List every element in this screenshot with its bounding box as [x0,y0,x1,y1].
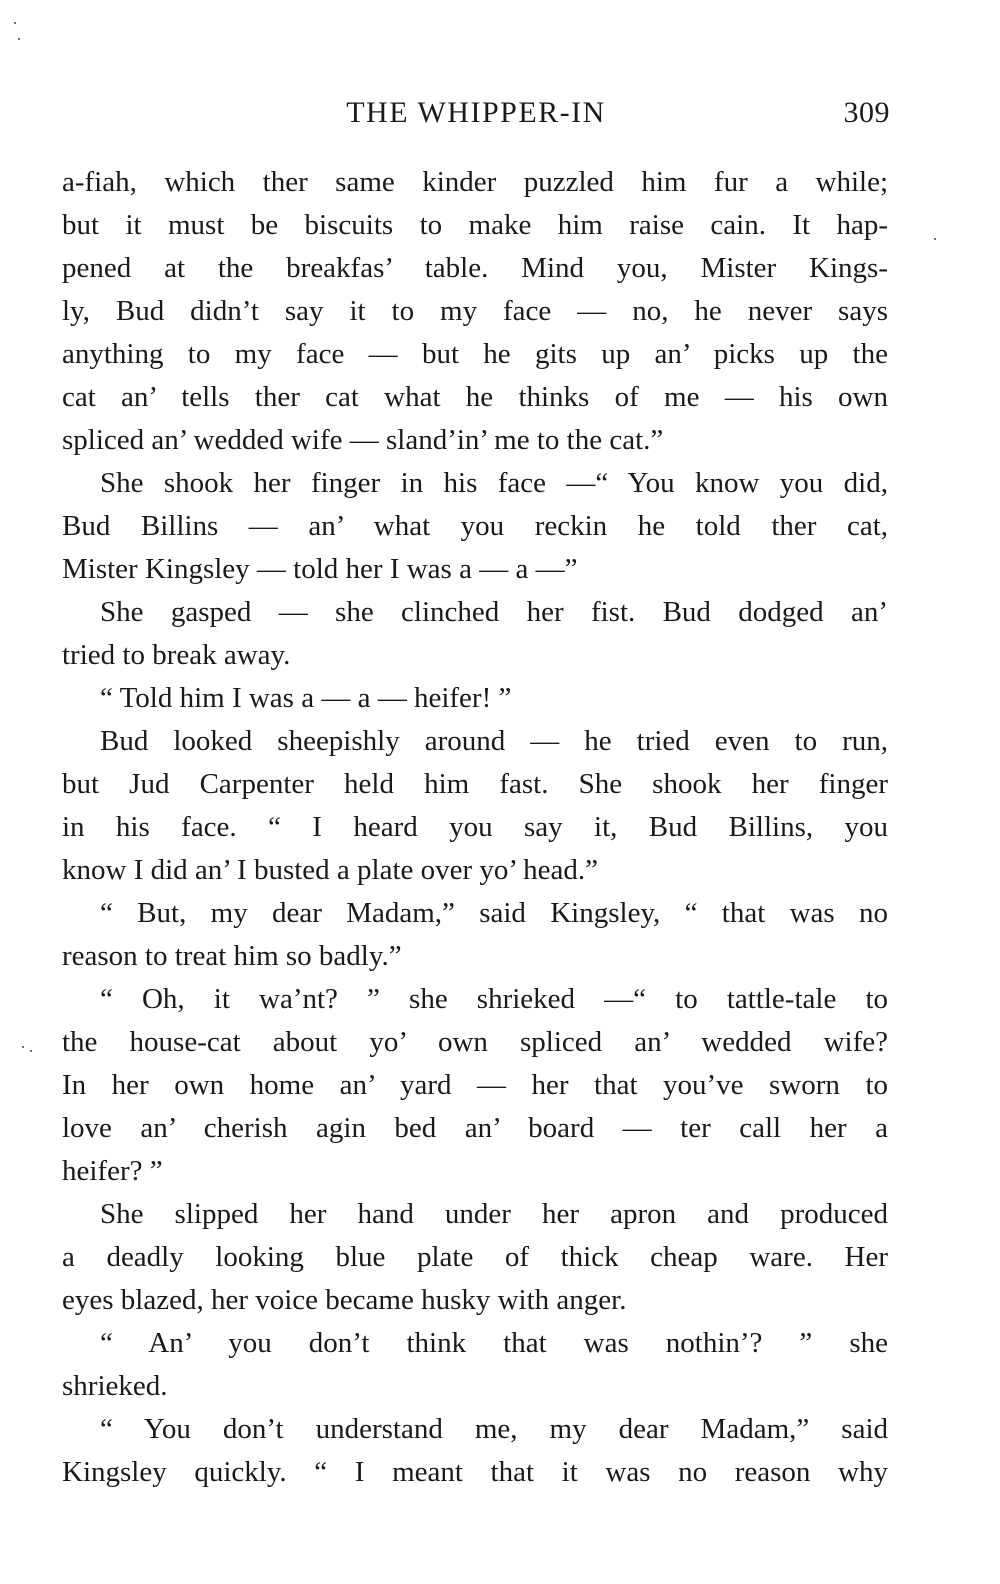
running-title: THE WHIPPER-IN [346,96,606,129]
text-line: know I did an’ I busted a plate over yo’ head.” [62,854,599,886]
text-line: Mister Kingsley — told her I was a — a —” [62,553,578,585]
text-line: in his face. “ I heard you say it, Bud Billins, you [62,811,888,843]
page-speck [22,1046,24,1048]
text-line: In her own home an’ yard — her that you’ve sworn to [62,1069,888,1101]
text-line: “ But, my dear Madam,” said Kingsley, “ that was no [100,897,888,929]
text-line: cat an’ tells ther cat what he thinks of me — his own [62,381,888,413]
text-line: Kingsley quickly. “ I meant that it was no reason why [62,1456,888,1488]
text-line: the house-cat about yo’ own spliced an’ wedded wife? [62,1026,888,1058]
text-line: shrieked. [62,1370,168,1402]
text-line: “ Oh, it wa’nt? ” she shrieked —“ to tattle-tale to [100,983,888,1015]
text-line: ly, Bud didn’t say it to my face — no, he never says [62,295,888,327]
text-line: Bud looked sheepishly around — he tried even to run, [100,725,888,757]
page-number: 309 [843,96,890,129]
running-head [62,96,890,140]
text-line: anything to my face — but he gits up an’ picks up the [62,338,888,370]
text-line: She slipped her hand under her apron and produced [100,1198,888,1230]
text-line: She gasped — she clinched her fist. Bud dodged an’ [100,596,888,628]
page-speck [30,1050,32,1052]
text-line: pened at the breakfas’ table. Mind you, Mister Kings- [62,252,888,284]
text-line: but Jud Carpenter held him fast. She shook her finger [62,768,888,800]
text-line: love an’ cherish agin bed an’ board — ter call her a [62,1112,888,1144]
text-line: “ You don’t understand me, my dear Madam,” said [100,1413,888,1445]
text-line: She shook her finger in his face —“ You know you did, [100,467,888,499]
page-speck [14,22,16,24]
text-line: heifer? ” [62,1155,163,1187]
text-line: tried to break away. [62,639,291,671]
page-speck [934,238,936,240]
text-line: a deadly looking blue plate of thick cheap ware. Her [62,1241,888,1273]
body-text [62,161,888,1494]
text-line: a-fiah, which ther same kinder puzzled him fur a while; [62,166,888,198]
text-line: “ An’ you don’t think that was nothin’? ” she [100,1327,888,1359]
text-line: eyes blazed, her voice became husky with anger. [62,1284,627,1316]
text-line: Bud Billins — an’ what you reckin he told ther cat, [62,510,888,542]
text-line: but it must be biscuits to make him raise cain. It hap- [62,209,888,241]
text-line: “ Told him I was a — a — heifer! ” [100,682,512,714]
page-speck [18,38,20,40]
text-line: reason to treat him so badly.” [62,940,402,972]
text-line: spliced an’ wedded wife — sland’in’ me to the cat.” [62,424,664,456]
